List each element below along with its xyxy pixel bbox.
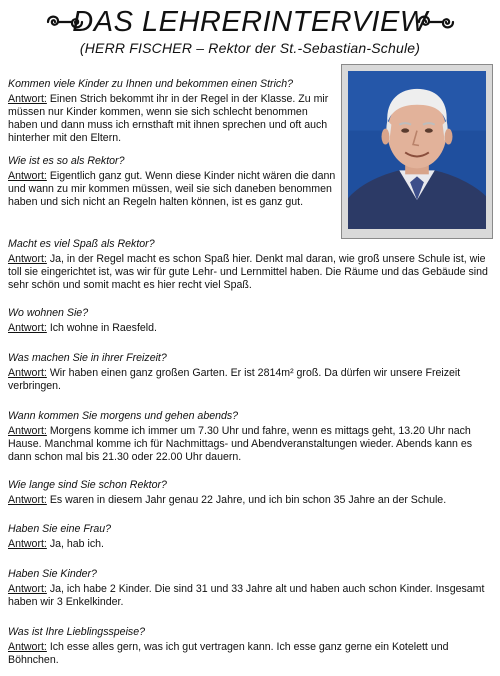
answer-body: Eigentlich ganz gut. Wenn diese Kinder nicht wären die dann und wann zu mir kommen müssen, weil sie sich daneben benommen haben und sich nicht an Regeln halten können, ist es ganz gut. xyxy=(8,170,336,208)
answer-label: Antwort: xyxy=(8,583,47,595)
page-subtitle: (HERR FISCHER – Rektor der St.-Sebastian-Schule) xyxy=(79,40,421,56)
qa-block xyxy=(8,626,492,667)
question-text: Kommen viele Kinder zu Ihnen und bekommen einen Strich? xyxy=(8,78,294,90)
answer-body: Einen Strich bekommt ihr in der Regel in der Klasse. Zu mir müssen nur Kinder kommen, wenn sie sich schlecht benommen haben und dann muss ich ernsthaft mit ihnen sprechen und oft auch hinterher mit den Eltern. xyxy=(8,93,329,144)
answer-text xyxy=(8,538,492,551)
answer-text xyxy=(8,494,492,507)
answer-body: Ja, hab ich. xyxy=(49,538,104,550)
answer-body: Ja, ich habe 2 Kinder. Die sind 31 und 33 Jahre alt und haben auch schon Kinder. Insgesamt haben wir 3 Enkelkinder. xyxy=(8,583,485,608)
answer-body: Wir haben einen ganz großen Garten. Er ist 2814m² groß. Da dürfen wir unsere Freizeit verbringen. xyxy=(8,367,461,392)
page-title: DAS LEHRERINTERVIEW xyxy=(72,5,428,38)
answer-label: Antwort: xyxy=(8,538,47,550)
answer-text xyxy=(8,253,492,292)
question-text: Was ist Ihre Lieblingsspeise? xyxy=(8,626,146,638)
answer-body: Ich wohne in Raesfeld. xyxy=(49,322,157,334)
qa-block xyxy=(8,307,492,335)
answer-text xyxy=(8,425,492,464)
question-text: Wie ist es so als Rektor? xyxy=(8,155,125,167)
question-text: Wann kommen Sie morgens und gehen abends? xyxy=(8,410,239,422)
answer-text xyxy=(8,322,492,335)
question-text: Wo wohnen Sie? xyxy=(8,307,89,319)
answer-body: Ja, in der Regel macht es schon Spaß hier. Denkt mal daran, wie groß unsere Schule ist, wie toll sie eingerichtet ist, was wir für gute Lehr- und Lernmittel haben. Die Räume und das Gebäude sind sehr schön und somit macht es hier recht viel Spaß. xyxy=(8,253,488,291)
qa-block xyxy=(8,238,492,292)
qa-block xyxy=(8,78,338,145)
answer-text xyxy=(8,367,492,393)
question-text: Haben Sie Kinder? xyxy=(8,568,97,580)
answer-label: Antwort: xyxy=(8,494,47,506)
qa-block xyxy=(8,568,492,609)
answer-label: Antwort: xyxy=(8,170,47,182)
answer-label: Antwort: xyxy=(8,93,47,105)
portrait-photo xyxy=(341,64,493,239)
qa-block xyxy=(8,410,492,464)
portrait-image xyxy=(348,71,486,229)
answer-label: Antwort: xyxy=(8,641,47,653)
answer-body: Es waren in diesem Jahr genau 22 Jahre, und ich bin schon 35 Jahre an der Schule. xyxy=(49,494,447,506)
answer-body: Ich esse alles gern, was ich gut vertragen kann. Ich esse ganz gerne ein Kotelett und Böhnchen. xyxy=(8,641,449,666)
answer-text xyxy=(8,170,338,209)
qa-block xyxy=(8,352,492,393)
qa-block xyxy=(8,155,338,209)
question-text: Was machen Sie in ihrer Freizeit? xyxy=(8,352,167,364)
answer-label: Antwort: xyxy=(8,425,47,437)
qa-block xyxy=(8,523,492,551)
answer-body: Morgens komme ich immer um 7.30 Uhr und fahre, wenn es mittags geht, 13.20 Uhr nach Hause. Manchmal komme ich für Nachmittags- und Abendveranstaltungen wieder. Abends kann es dann schon mal bis 21.30 oder 22.00 Uhr dauern. xyxy=(8,425,473,463)
answer-text xyxy=(8,93,338,145)
question-text: Macht es viel Spaß als Rektor? xyxy=(8,238,155,250)
answer-label: Antwort: xyxy=(8,367,47,379)
answer-label: Antwort: xyxy=(8,253,47,265)
answer-text xyxy=(8,583,492,609)
question-text: Wie lange sind Sie schon Rektor? xyxy=(8,479,167,491)
qa-block xyxy=(8,479,492,507)
question-text: Haben Sie eine Frau? xyxy=(8,523,112,535)
answer-text xyxy=(8,641,492,667)
answer-label: Antwort: xyxy=(8,322,47,334)
scroll-ornament-icon xyxy=(415,12,457,32)
